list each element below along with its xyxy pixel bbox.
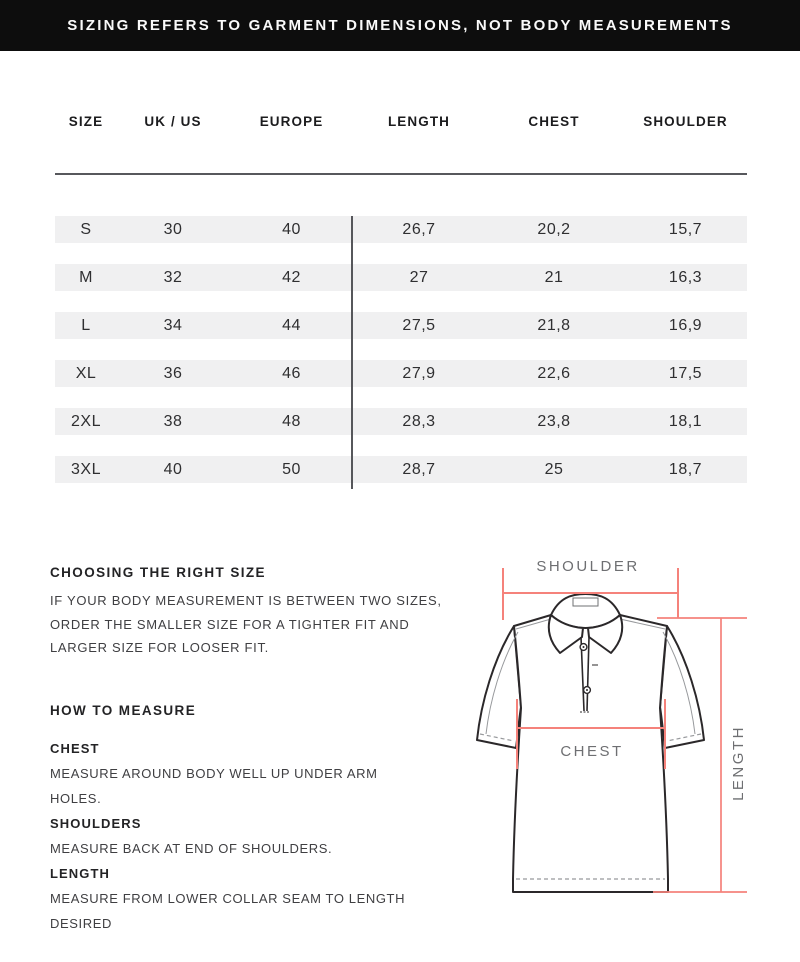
polo-shirt-diagram: [450, 545, 800, 920]
collar-label-patch: [573, 598, 598, 606]
cell-shoulder: 16,3: [668, 269, 703, 286]
table-row: [55, 216, 747, 243]
cell-length: 26,7: [402, 221, 436, 238]
cell-uk-us: 32: [163, 269, 183, 286]
cell-shoulder: 18,1: [668, 413, 703, 430]
table-row: [55, 360, 747, 387]
cell-chest: 23,8: [537, 413, 571, 430]
cell-chest: 21: [544, 269, 564, 286]
cell-size: 2XL: [71, 413, 101, 430]
measure-desc-shoulders: MEASURE BACK AT END OF SHOULDERS.: [50, 841, 333, 856]
choosing-size-line: IF YOUR BODY MEASUREMENT IS BETWEEN TWO SIZES,: [50, 593, 442, 608]
cell-length: 27,5: [402, 317, 436, 334]
cell-chest: 25: [544, 461, 564, 478]
cell-length: 28,3: [402, 413, 436, 430]
choosing-size-text: [50, 589, 442, 660]
cell-europe: 48: [282, 413, 301, 430]
cell-europe: 42: [282, 269, 301, 286]
cell-shoulder: 17,5: [668, 365, 703, 382]
table-header-rule: [55, 173, 747, 175]
measure-term-shoulders: SHOULDERS: [50, 816, 142, 831]
cell-uk-us: 34: [163, 317, 183, 334]
cell-europe: 50: [282, 461, 301, 478]
choosing-size-heading: CHOOSING THE RIGHT SIZE: [50, 565, 266, 581]
cell-length: 27,9: [402, 365, 436, 382]
cell-europe: 46: [282, 365, 301, 382]
cell-uk-us: 36: [163, 365, 183, 382]
table-row: [55, 456, 747, 483]
banner-text: SIZING REFERS TO GARMENT DIMENSIONS, NOT BODY MEASUREMENTS: [67, 17, 733, 34]
measure-desc-length: MEASURE FROM LOWER COLLAR SEAM TO LENGTH DESIRED: [50, 891, 406, 931]
cell-size: 3XL: [71, 461, 101, 478]
cell-shoulder: 16,9: [668, 317, 703, 334]
column-header-shoulder: SHOULDER: [643, 114, 728, 129]
cell-length: 27: [409, 269, 429, 286]
cell-chest: 22,6: [537, 365, 571, 382]
cell-uk-us: 30: [163, 221, 183, 238]
how-to-measure-heading: HOW TO MEASURE: [50, 703, 197, 719]
table-row: [55, 408, 747, 435]
cell-chest: 21,8: [537, 317, 571, 334]
cell-size: L: [81, 317, 91, 334]
table-row: [55, 312, 747, 339]
column-header-length: LENGTH: [387, 114, 451, 129]
measure-term-length: LENGTH: [50, 866, 111, 881]
cell-europe: 44: [282, 317, 301, 334]
column-header-chest: CHEST: [528, 114, 580, 129]
column-header-europe: EUROPE: [259, 114, 324, 129]
cell-length: 28,7: [402, 461, 436, 478]
cell-chest: 20,2: [537, 221, 571, 238]
column-header-uk-us: UK / US: [144, 114, 202, 129]
column-header-size: SIZE: [68, 114, 104, 129]
cell-size: M: [79, 269, 93, 286]
banner: [0, 0, 800, 51]
choosing-size-line: ORDER THE SMALLER SIZE FOR A TIGHTER FIT AND: [50, 616, 410, 632]
measure-term-chest: CHEST: [50, 741, 100, 756]
choosing-size-line: LARGER SIZE FOR LOOSER FIT.: [50, 640, 269, 655]
cell-shoulder: 18,7: [668, 461, 703, 478]
table-vertical-divider: [351, 216, 353, 489]
measure-desc-chest: MEASURE AROUND BODY WELL UP UNDER ARM HOLES.: [50, 766, 378, 806]
cell-europe: 40: [282, 221, 301, 238]
measure-instructions: [50, 736, 428, 936]
diagram-chest-label: CHEST: [560, 743, 624, 760]
diagram-shoulder-label: SHOULDER: [536, 558, 640, 575]
table-row: [55, 264, 747, 291]
cell-size: XL: [75, 365, 97, 382]
cell-uk-us: 38: [163, 413, 183, 430]
cell-shoulder: 15,7: [668, 221, 703, 238]
cell-size: S: [80, 221, 92, 238]
diagram-length-label: LENGTH: [730, 725, 747, 801]
size-table-header-row: [55, 112, 747, 132]
cell-uk-us: 40: [163, 461, 183, 478]
